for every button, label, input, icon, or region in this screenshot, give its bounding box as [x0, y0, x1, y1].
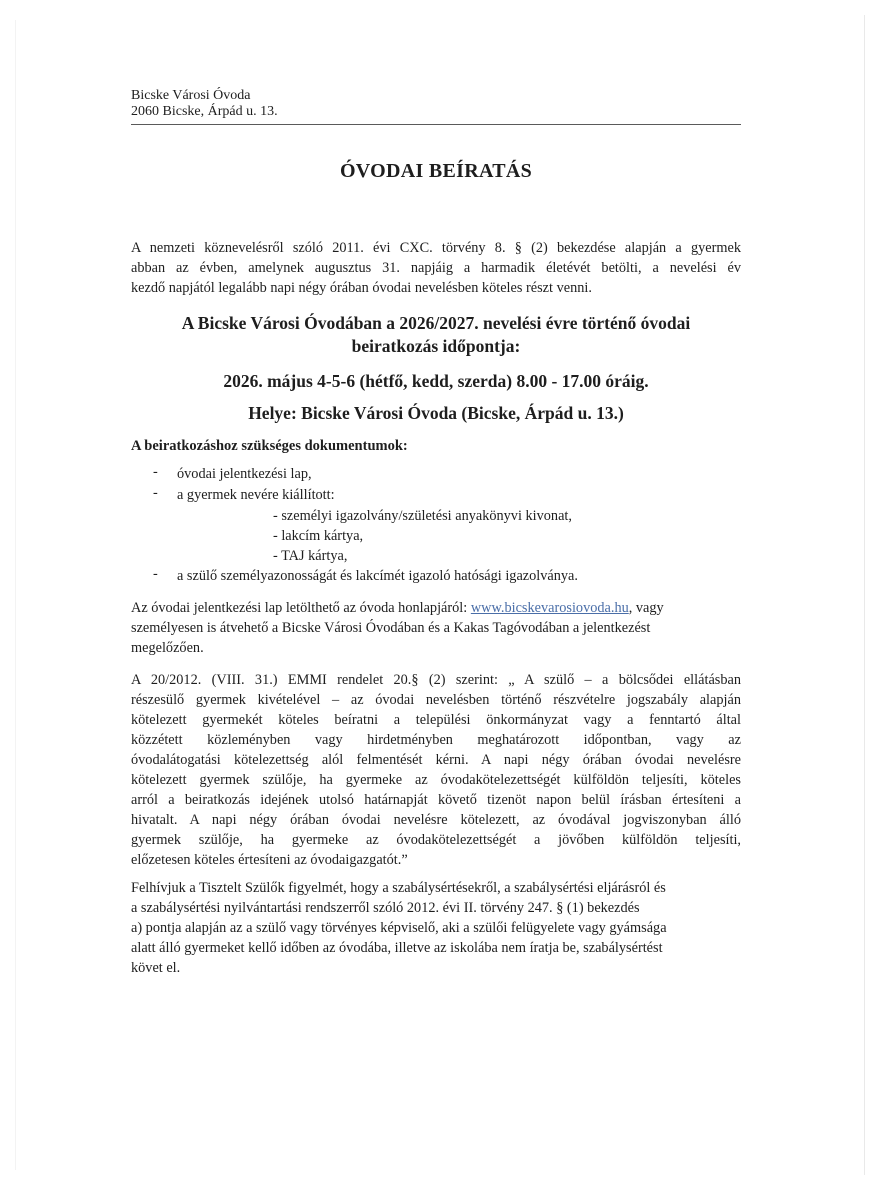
document-page — [131, 88, 741, 976]
text-line: a) pontja alapján az a szülő vagy törvényes képviselő, aki a szülői felügyelete vagy gyámsága — [131, 920, 667, 936]
text-span: Az óvodai jelentkezési lap letölthető az óvoda honlapjáról: — [131, 600, 471, 616]
list-item: a gyermek nevére kiállított: — [177, 487, 335, 503]
sub-list-item: - személyi igazolvány/születési anyakönyvi kivonat, — [273, 508, 572, 524]
text-line: gyermek szülője, ha gyermeke az óvodakötelezettségét a jövőben külföldön teljesíti, — [131, 832, 741, 848]
text-line: a szabálysértési nyilvántartási rendszerről szóló 2012. évi II. törvény 247. § (1) bekezdés — [131, 900, 640, 916]
list-item: a szülő személyazonosságát és lakcímét igazoló hatósági igazolványa. — [177, 568, 578, 584]
text-line: beiratkozás időpontja: — [351, 336, 521, 356]
documents-heading: A beiratkozáshoz szükséges dokumentumok: — [131, 438, 408, 454]
text-line: abban az évben, amelynek augusztus 31. napjáig a harmadik életévét betölti, a nevelési év — [131, 260, 741, 276]
website-link[interactable]: www.bicskevarosiovoda.hu — [470, 600, 629, 616]
text-line: A 20/2012. (VIII. 31.) EMMI rendelet 20.§ (2) szerint: „ A szülő – a bölcsődei ellátásban — [131, 672, 741, 688]
header-divider — [131, 124, 741, 125]
announcement-heading — [131, 312, 741, 358]
sub-list-item: - lakcím kártya, — [273, 528, 364, 544]
text-line: közzétett közleményben vagy hirdetményben meghatározott időpontban, vagy az — [131, 732, 741, 748]
bullet-dash: - — [153, 485, 158, 501]
scan-edge-line — [864, 15, 865, 1175]
bullet-dash: - — [153, 566, 158, 582]
sub-list-item: - TAJ kártya, — [273, 548, 348, 564]
text-line: kezdő napjától legalább napi négy órában óvodai nevelésben köteles részt venni. — [131, 280, 592, 296]
text-line: hivatalt. A napi négy órában óvodai nevelésre kötelezett, az óvodával jogviszonyban álló — [131, 812, 741, 828]
text-line: A Bicske Városi Óvodában a 2026/2027. nevelési évre történő óvodai — [181, 313, 691, 333]
text-line: kötelezett gyermek szülője, ha gyermeke az óvodakötelezettségét külföldön teljesíti, köteles — [131, 772, 741, 788]
text-line: arról a beiratkozás idejének utolsó határnapját követő tizenöt napon belül írásban értesíteni a — [131, 792, 741, 808]
text-line — [131, 598, 741, 618]
enrollment-place: Helye: Bicske Városi Óvoda (Bicske, Árpád u. 13.) — [248, 403, 624, 423]
text-line: Felhívjuk a Tisztelt Szülők figyelmét, hogy a szabálysértésekről, a szabálysértési eljárásról és — [131, 880, 666, 896]
text-line: óvodalátogatási kötelezettség alól felmentését kérni. A napi négy órában óvodai nevelésre — [131, 752, 741, 768]
text-line: alatt álló gyermeket kellő időben az óvodába, illetve az iskolába nem íratja be, szabálysértést — [131, 940, 663, 956]
text-line: követ el. — [131, 960, 181, 976]
warning-paragraph — [131, 878, 741, 978]
org-name: Bicske Városi Óvoda — [131, 88, 251, 103]
text-line: személyesen is átvehető a Bicske Városi Óvodában és a Kakas Tagóvodában a jelentkezést — [131, 620, 651, 636]
enrollment-date: 2026. május 4-5-6 (hétfő, kedd, szerda) 8.00 - 17.00 óráig. — [223, 371, 649, 391]
page-title: ÓVODAI BEÍRATÁS — [339, 160, 533, 182]
text-line: megelőzően. — [131, 640, 204, 656]
letterhead — [131, 88, 741, 120]
org-address: 2060 Bicske, Árpád u. 13. — [131, 104, 278, 119]
regulation-paragraph — [131, 670, 741, 870]
intro-paragraph — [131, 238, 741, 298]
list-item: óvodai jelentkezési lap, — [177, 466, 312, 482]
text-line: részesülő gyermek kivételével – az óvodai nevelésben történő részvételre jogszabály alapján — [131, 692, 741, 708]
text-line: előzetesen köteles értesíteni az óvodaigazgatót.” — [131, 852, 408, 868]
text-line: A nemzeti köznevelésről szóló 2011. évi CXC. törvény 8. § (2) bekezdése alapján a gyermek — [131, 240, 741, 256]
scan-edge-line — [15, 20, 16, 1170]
bullet-dash: - — [153, 464, 158, 480]
text-line: kötelezett gyermekét köteles beíratni a települési önkormányzat vagy a fenntartó által — [131, 712, 741, 728]
text-span: , vagy — [628, 600, 664, 616]
download-paragraph — [131, 598, 741, 658]
